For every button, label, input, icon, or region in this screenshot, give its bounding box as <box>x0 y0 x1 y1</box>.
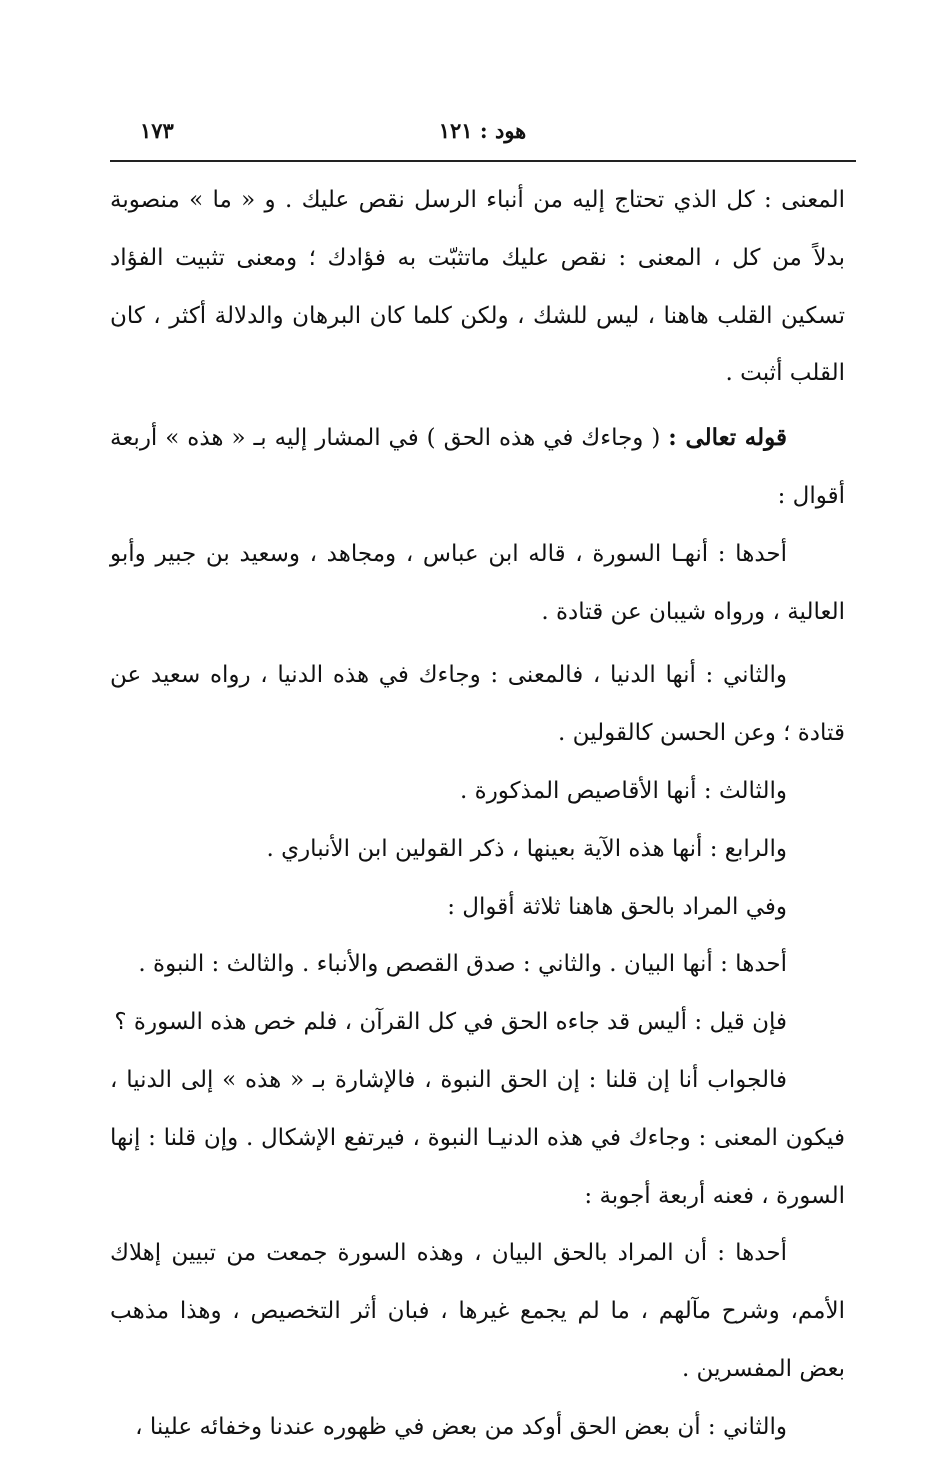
verse-lead: قوله تعالى : <box>668 424 787 452</box>
paragraph-text: والثاني : أنها الدنيا ، فالمعنى : وجاءك في هذه الدنيا ، رواه سعيد عن قتادة ؛ وعن الحسن كالقولين . <box>110 662 845 747</box>
paragraph-text: أحدها : أنها البيان . والثاني : صدق القصص والأنباء . والثالث : النبوة . <box>138 951 787 978</box>
paragraph-text: أحدها : أن المراد بالحق البيان ، وهذه السورة جمعت من تبيين إهلاك الأمم، وشرح مآلهم ، ما لم يجمع غيرها ، فبان أثر التخصيص ، وهذا مذهب بعض المفسرين . <box>110 1240 845 1382</box>
paragraph <box>110 1225 845 1398</box>
paragraph <box>110 409 845 526</box>
paragraph-text: والرابع : أنها هذه الآية بعينها ، ذكر القولين ابن الأنباري . <box>266 835 787 862</box>
paragraph <box>110 526 845 642</box>
paragraph-text: والثالث : أنها الأقاصيص المذكورة . <box>460 777 787 804</box>
paragraph <box>110 879 845 937</box>
paragraph-text: فإن قيل : أليس قد جاءه الحق في كل القرآن ، فلم خص هذه السورة ؟ <box>114 1009 787 1036</box>
page-header <box>110 118 855 158</box>
page-number: ١٧٣ <box>140 118 174 143</box>
paragraph-text: وفي المراد بالحق هاهنا ثلاثة أقوال : <box>447 893 787 920</box>
header-divider <box>110 160 856 162</box>
paragraph <box>110 763 845 821</box>
paragraph <box>110 1399 845 1457</box>
paragraph <box>110 172 845 403</box>
paragraph <box>110 647 845 763</box>
paragraph-text: ( وجاءك في هذه الحق ) في المشار إليه بـ « هذه » أربعة أقوال : <box>110 425 845 509</box>
paragraph-text: والثاني : أن بعض الحق أوكد من بعض في ظهوره عندنا وخفائه علينا ، <box>135 1413 787 1440</box>
paragraph-text: أحدها : أنهـا السورة ، قاله ابن عباس ، ومجاهد ، وسعيد بن جبير وأبو العالية ، ورواه شيبان عن قتادة . <box>110 540 845 625</box>
surah-reference: هود : ١٢١ <box>438 118 527 143</box>
paragraph <box>110 936 845 994</box>
paragraph <box>110 1052 845 1225</box>
paragraph-text: فالجواب أنا إن قلنا : إن الحق النبوة ، فالإشارة بـ « هذه » إلى الدنيا ، فيكون المعنى : وجاءك في هذه الدنيـا النبوة ، فيرتفع الإشكال . وإن قلنا : إنها السورة ، فعنه أربعة أجوبة : <box>110 1066 845 1209</box>
paragraph <box>110 821 845 879</box>
paragraph-text: المعنى : كل الذي تحتاج إليه من أنباء الرسل نقص عليك . و « ما » منصوبة بدلاً من كل ، المعنى : نقص عليك ماتثبّت به فؤادك ؛ ومعنى تثبيت الفؤاد تسكين القلب هاهنا ، ليس للشك ، ولكن كلما كان البرهان والدلالة أكثر ، كان القلب أثبت . <box>110 187 845 387</box>
paragraph <box>110 994 845 1052</box>
page-body <box>110 172 845 1457</box>
